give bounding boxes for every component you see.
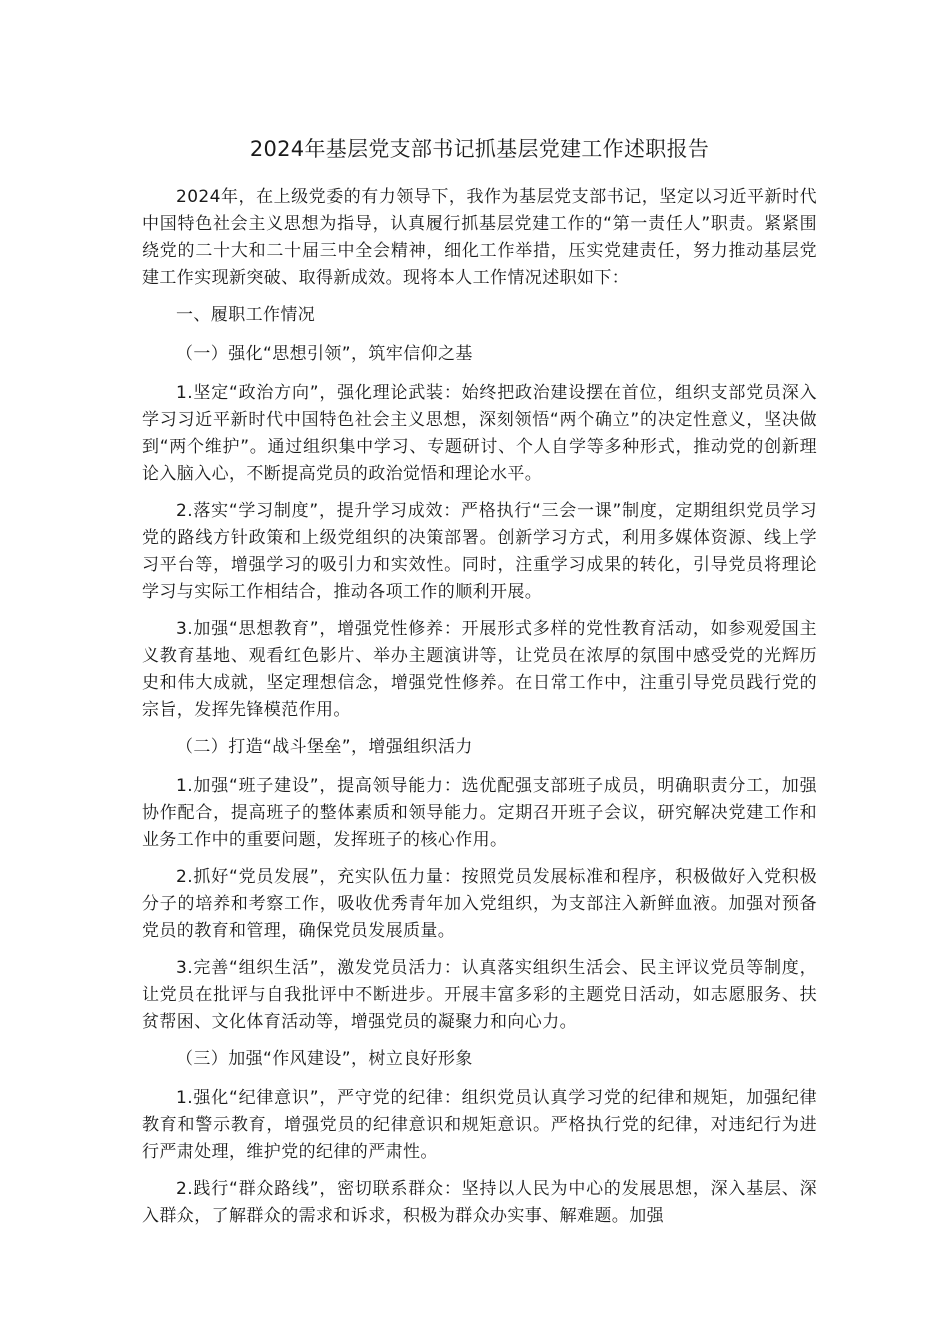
- subsection-heading-3: （三）加强“作风建设”，树立良好形象: [176, 1049, 473, 1069]
- document-page: [142, 128, 817, 1240]
- body-paragraph: 3.加强“思想教育”，增强党性修养：开展形式多样的党性教育活动，如参观爱国主义教育基地、观看红色影片、举办主题演讲等，让党员在浓厚的氛围中感受党的光辉历史和伟大成就，坚定理想信念，增强党性修养。在日常工作中，注重引导党员践行党的宗旨，发挥先锋模范作用。: [142, 619, 817, 720]
- body-paragraph: 2.践行“群众路线”，密切联系群众：坚持以人民为中心的发展思想，深入基层、深入群众，了解群众的需求和诉求，积极为群众办实事、解难题。加强: [142, 1179, 817, 1226]
- body-paragraph: 1.坚定“政治方向”，强化理论武装：始终把政治建设摆在首位，组织支部党员深入学习习近平新时代中国特色社会主义思想，深刻领悟“两个确立”的决定性意义，坚决做到“两个维护”。通过组织集中学习、专题研讨、个人自学等多种形式，推动党的创新理论入脑入心，不断提高党员的政治觉悟和理论水平。: [142, 383, 817, 484]
- body-paragraph: 2.抓好“党员发展”，充实队伍力量：按照党员发展标准和程序，积极做好入党积极分子的培养和考察工作，吸收优秀青年加入党组织，为支部注入新鲜血液。加强对预备党员的教育和管理，确保党员发展质量。: [142, 867, 817, 941]
- intro-paragraph: 2024年，在上级党委的有力领导下，我作为基层党支部书记，坚定以习近平新时代中国特色社会主义思想为指导，认真履行抓基层党建工作的“第一责任人”职责。紧紧围绕党的二十大和二十届三中全会精神，细化工作举措，压实党建责任，努力推动基层党建工作实现新突破、取得新成效。现将本人工作情况述职如下：: [142, 187, 817, 288]
- subsection-heading-2: （二）打造“战斗堡垒”，增强组织活力: [176, 737, 473, 757]
- body-paragraph: 2.落实“学习制度”，提升学习成效：严格执行“三会一课”制度，定期组织党员学习党的路线方针政策和上级党组织的决策部署。创新学习方式，利用多媒体资源、线上学习平台等，增强学习的吸引力和实效性。同时，注重学习成果的转化，引导党员将理论学习与实际工作相结合，推动各项工作的顺利开展。: [142, 501, 817, 602]
- body-paragraph: 1.强化“纪律意识”，严守党的纪律：组织党员认真学习党的纪律和规矩，加强纪律教育和警示教育，增强党员的纪律意识和规矩意识。严格执行党的纪律，对违纪行为进行严肃处理，维护党的纪律的严肃性。: [142, 1088, 817, 1162]
- body-paragraph: 1.加强“班子建设”，提高领导能力：选优配强支部班子成员，明确职责分工，加强协作配合，提高班子的整体素质和领导能力。定期召开班子会议，研究解决党建工作和业务工作中的重要问题，发挥班子的核心作用。: [142, 776, 817, 850]
- body-paragraph: 3.完善“组织生活”，激发党员活力：认真落实组织生活会、民主评议党员等制度，让党员在批评与自我批评中不断进步。开展丰富多彩的主题党日活动，如志愿服务、扶贫帮困、文化体育活动等，增强党员的凝聚力和向心力。: [142, 958, 817, 1032]
- subsection-heading-1: （一）强化“思想引领”，筑牢信仰之基: [176, 344, 473, 364]
- document-title: 2024年基层党支部书记抓基层党建工作述职报告: [249, 137, 710, 161]
- section-heading-1: 一、履职工作情况: [176, 305, 316, 325]
